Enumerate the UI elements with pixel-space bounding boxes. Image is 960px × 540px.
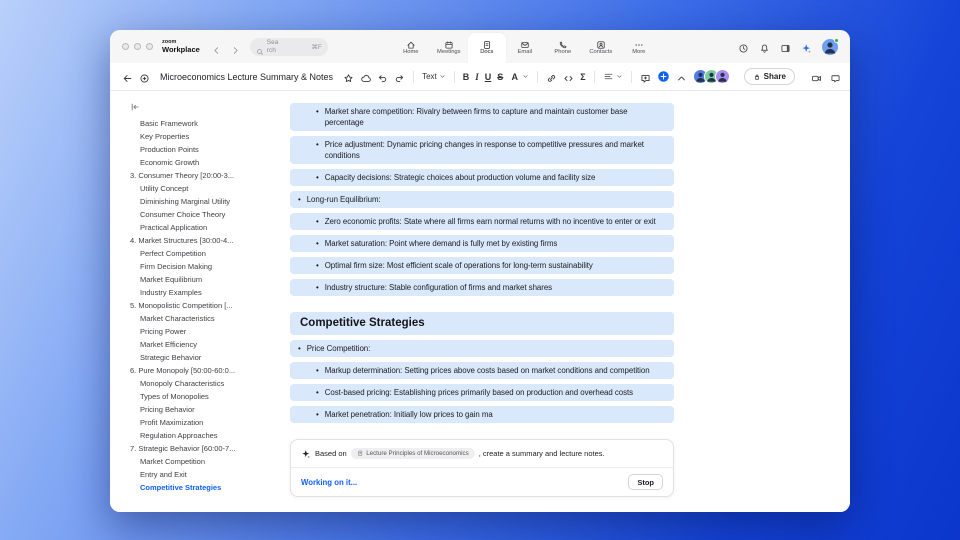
outline-item[interactable]: Diminishing Marginal Utility xyxy=(140,197,231,206)
bullet-dot: • xyxy=(316,283,319,292)
back-button[interactable] xyxy=(122,71,133,82)
tab-docs[interactable] xyxy=(468,33,506,63)
undo-button[interactable] xyxy=(377,71,388,82)
chevron-up-icon xyxy=(676,71,687,82)
video-call-icon[interactable] xyxy=(811,71,822,82)
nav-forward-icon[interactable] xyxy=(231,42,240,51)
comment-button[interactable] xyxy=(640,71,651,82)
tab-more[interactable] xyxy=(620,33,658,63)
bullet-item[interactable] xyxy=(290,362,674,379)
zoom-window-button[interactable] xyxy=(146,43,153,50)
app-tabs xyxy=(392,30,658,63)
outline-item[interactable]: Firm Decision Making xyxy=(140,262,213,271)
bullet-text: Long-run Equilibrium: xyxy=(306,195,381,204)
section-heading-text: Competitive Strategies xyxy=(300,317,425,329)
tab-label: Email xyxy=(517,49,533,55)
globe-icon[interactable] xyxy=(849,71,850,82)
outline-item[interactable]: Perfect Competition xyxy=(140,249,206,258)
bullet-item[interactable] xyxy=(290,235,674,252)
bullet-dot: • xyxy=(316,107,319,116)
outline-item[interactable]: Consumer Choice Theory xyxy=(140,210,226,219)
bullet-text: Industry structure: Stable configuration of firms and market shares xyxy=(324,283,553,292)
divider xyxy=(537,71,538,83)
outline-item[interactable]: Industry Examples xyxy=(140,288,202,297)
bullet-dot: • xyxy=(316,366,319,375)
outline-item[interactable]: 6. Pure Monopoly [50:00-60:0... xyxy=(130,366,236,375)
outline-item[interactable]: Market Efficiency xyxy=(140,340,197,349)
outline-item[interactable]: Economic Growth xyxy=(140,158,200,167)
plus-circle-icon xyxy=(657,70,670,83)
tab-label: Docs xyxy=(480,49,494,55)
doc-icon xyxy=(482,37,492,47)
nav-back-icon[interactable] xyxy=(212,42,221,51)
contacts-icon xyxy=(596,37,606,47)
outline-item[interactable]: Profit Maximization xyxy=(140,418,204,427)
doc-icon xyxy=(357,450,364,457)
bullet-text: Price Competition: xyxy=(306,344,371,353)
doc-toolbar xyxy=(110,63,850,91)
tab-email[interactable] xyxy=(506,33,544,63)
ai-sparkle-icon xyxy=(301,449,311,459)
share-button[interactable]: Share xyxy=(744,68,795,85)
bold-button[interactable]: B xyxy=(462,71,470,82)
bullet-text: Cost-based pricing: Establishing prices primarily based on production and overhead costs xyxy=(324,388,634,397)
bullet-dot: • xyxy=(316,239,319,248)
bullet-item[interactable] xyxy=(290,257,674,274)
collapse-toolbar-button[interactable] xyxy=(676,71,687,82)
docs-home-button[interactable] xyxy=(139,71,150,82)
back-icon xyxy=(122,71,133,82)
insert-button[interactable] xyxy=(657,70,670,83)
bullet-text: Optimal firm size: Most efficient scale of operations for long-term sustainability xyxy=(324,261,593,270)
minimize-window-button[interactable] xyxy=(134,43,141,50)
bullet-item[interactable] xyxy=(290,384,674,401)
phone-icon xyxy=(558,37,568,47)
link-icon xyxy=(546,71,557,82)
history-icon[interactable] xyxy=(738,41,749,52)
chat-icon[interactable] xyxy=(830,71,841,82)
outline-item[interactable]: Production Points xyxy=(140,145,199,154)
bullet-text: Market share competition: Rivalry between firms to capture and maintain customer base percentage xyxy=(324,107,628,127)
underline-button[interactable]: U xyxy=(484,71,492,82)
outline-item[interactable]: Entry and Exit xyxy=(140,470,187,479)
outline-item[interactable]: 5. Monopolistic Competition [... xyxy=(130,301,233,310)
bullet-text: Capacity decisions: Strategic choices about production volume and facility size xyxy=(324,173,596,182)
tab-label: Home xyxy=(403,49,419,55)
outline-item[interactable]: Types of Monopolies xyxy=(140,392,209,401)
collaborator-avatar[interactable] xyxy=(715,69,730,84)
outline-item[interactable]: 4. Market Structures [30:00-4... xyxy=(130,236,234,245)
comment-plus-icon xyxy=(640,71,651,82)
redo-button[interactable] xyxy=(394,71,405,82)
bullet-item[interactable] xyxy=(290,136,674,164)
divider xyxy=(594,71,595,83)
ai-prompt-prefix: Based on xyxy=(315,449,347,458)
presence-dot xyxy=(834,38,839,43)
ai-status-row xyxy=(291,468,673,496)
doc-reference-chip[interactable]: Lecture Principles of Microeconomics xyxy=(351,448,475,459)
tab-meetings[interactable] xyxy=(430,33,468,63)
ai-prompt-suffix: , create a summary and lecture notes. xyxy=(478,449,605,458)
divider xyxy=(454,71,455,83)
text-style-dropdown[interactable]: Text xyxy=(422,72,446,81)
cloud-sync-button[interactable] xyxy=(360,71,371,82)
tab-label: More xyxy=(632,49,646,55)
home-icon xyxy=(406,37,416,47)
bullet-item[interactable] xyxy=(290,213,674,230)
stop-button[interactable]: Stop xyxy=(628,474,663,490)
outline-item[interactable]: Pricing Power xyxy=(140,327,187,336)
outline-sidebar xyxy=(110,91,285,512)
bullet-dot: • xyxy=(298,344,301,353)
outline-item[interactable]: 7. Strategic Behavior [60:00-7... xyxy=(130,444,236,453)
ai-companion-icon[interactable] xyxy=(801,41,812,52)
window-controls[interactable] xyxy=(122,43,153,50)
tab-phone[interactable] xyxy=(544,33,582,63)
code-icon xyxy=(563,71,574,82)
align-dropdown[interactable] xyxy=(603,71,623,82)
outline-item[interactable]: 3. Consumer Theory [20:00-3... xyxy=(130,171,235,180)
ai-prompt-row xyxy=(291,440,673,468)
collaborator-avatars[interactable] xyxy=(693,69,730,84)
lock-icon xyxy=(753,73,761,81)
strikethrough-button[interactable]: S xyxy=(497,71,504,82)
redo-icon xyxy=(394,71,405,82)
bullet-text: Market penetration: Initially low prices to gain ma xyxy=(324,410,493,419)
star-icon xyxy=(343,71,354,82)
bullet-text: Market saturation: Point where demand is fully met by existing firms xyxy=(324,239,558,248)
formula-button[interactable]: Σ xyxy=(580,71,586,82)
tab-label: Phone xyxy=(554,49,572,55)
code-button[interactable] xyxy=(563,71,574,82)
bullet-text: Markup determination: Setting prices above costs based on market conditions and competition xyxy=(324,366,650,375)
more-icon xyxy=(634,37,644,47)
chevron-down-icon xyxy=(522,73,529,80)
outline-item[interactable]: Utility Concept xyxy=(140,184,189,193)
divider xyxy=(413,71,414,83)
outline-item[interactable]: Practical Application xyxy=(140,223,208,232)
doc-canvas[interactable] xyxy=(285,91,850,512)
mail-icon xyxy=(520,37,530,47)
outline-items xyxy=(130,117,279,494)
bullet-dot: • xyxy=(316,217,319,226)
bullet-dot: • xyxy=(316,410,319,419)
user-avatar[interactable] xyxy=(822,39,838,55)
search-input[interactable] xyxy=(250,38,328,56)
side-panel-icon[interactable] xyxy=(780,41,791,52)
outline-item[interactable]: Basic Framework xyxy=(140,119,198,128)
ai-status-text: Working on it... xyxy=(301,477,358,487)
italic-button[interactable]: I xyxy=(475,71,479,82)
bullet-dot: • xyxy=(316,140,319,149)
bullet-item[interactable] xyxy=(290,191,674,208)
outline-item[interactable]: Market Equilibrium xyxy=(140,275,203,284)
tab-contacts[interactable] xyxy=(582,33,620,63)
bullet-item[interactable] xyxy=(290,279,674,296)
close-window-button[interactable] xyxy=(122,43,129,50)
doc-title[interactable]: Microeconomics Lecture Summary & Notes xyxy=(160,71,334,82)
search-placeholder: Search xyxy=(266,39,279,54)
outline-item[interactable]: Pricing Behavior xyxy=(140,405,195,414)
divider xyxy=(631,71,632,83)
link-button[interactable] xyxy=(546,71,557,82)
tab-label: Contacts xyxy=(589,49,613,55)
outline-item[interactable]: Market Competition xyxy=(140,457,206,466)
zoom-workplace-logo: zoom Workplace xyxy=(162,38,200,54)
docs-home-icon xyxy=(139,71,150,82)
bullet-text: Zero economic profits: State where all firms earn normal returns with no incentive to enter or exit xyxy=(324,217,656,226)
search-icon xyxy=(256,43,264,51)
outline-item[interactable]: Regulation Approaches xyxy=(140,431,218,440)
doc-body xyxy=(110,91,850,512)
app-window xyxy=(110,30,850,512)
collapse-outline-icon[interactable] xyxy=(130,99,140,109)
outline-item[interactable]: Key Properties xyxy=(140,132,190,141)
bullet-item[interactable] xyxy=(290,340,674,357)
bullet-dot: • xyxy=(316,261,319,270)
star-button[interactable] xyxy=(343,71,354,82)
bullet-dot: • xyxy=(298,195,301,204)
chevron-down-icon xyxy=(616,73,623,80)
doc-blocks xyxy=(290,103,850,423)
outline-item[interactable]: Competitive Strategies xyxy=(140,483,222,492)
notifications-icon[interactable] xyxy=(759,41,770,52)
topbar xyxy=(110,30,850,63)
bullet-text: Price adjustment: Dynamic pricing changes in response to competitive pressures and market conditions xyxy=(324,140,644,160)
outline-item[interactable]: Market Characteristics xyxy=(140,314,215,323)
tab-home[interactable] xyxy=(392,33,430,63)
chevron-down-icon xyxy=(439,73,446,80)
outline-item[interactable]: Strategic Behavior xyxy=(140,353,202,362)
undo-icon xyxy=(377,71,388,82)
section-heading[interactable] xyxy=(290,312,674,335)
tab-label: Meetings xyxy=(437,49,461,55)
bullet-dot: • xyxy=(316,173,319,182)
cloud-icon xyxy=(360,71,371,82)
search-shortcut: ⌘F xyxy=(311,43,322,51)
align-icon xyxy=(603,71,614,82)
bullet-item[interactable] xyxy=(290,103,674,131)
ai-companion-card xyxy=(290,439,674,497)
calendar-icon xyxy=(444,37,454,47)
outline-item[interactable]: Monopoly Characteristics xyxy=(140,379,225,388)
bullet-item[interactable] xyxy=(290,406,674,423)
text-color-dropdown[interactable]: A xyxy=(509,72,529,82)
bullet-dot: • xyxy=(316,388,319,397)
bullet-item[interactable] xyxy=(290,169,674,186)
